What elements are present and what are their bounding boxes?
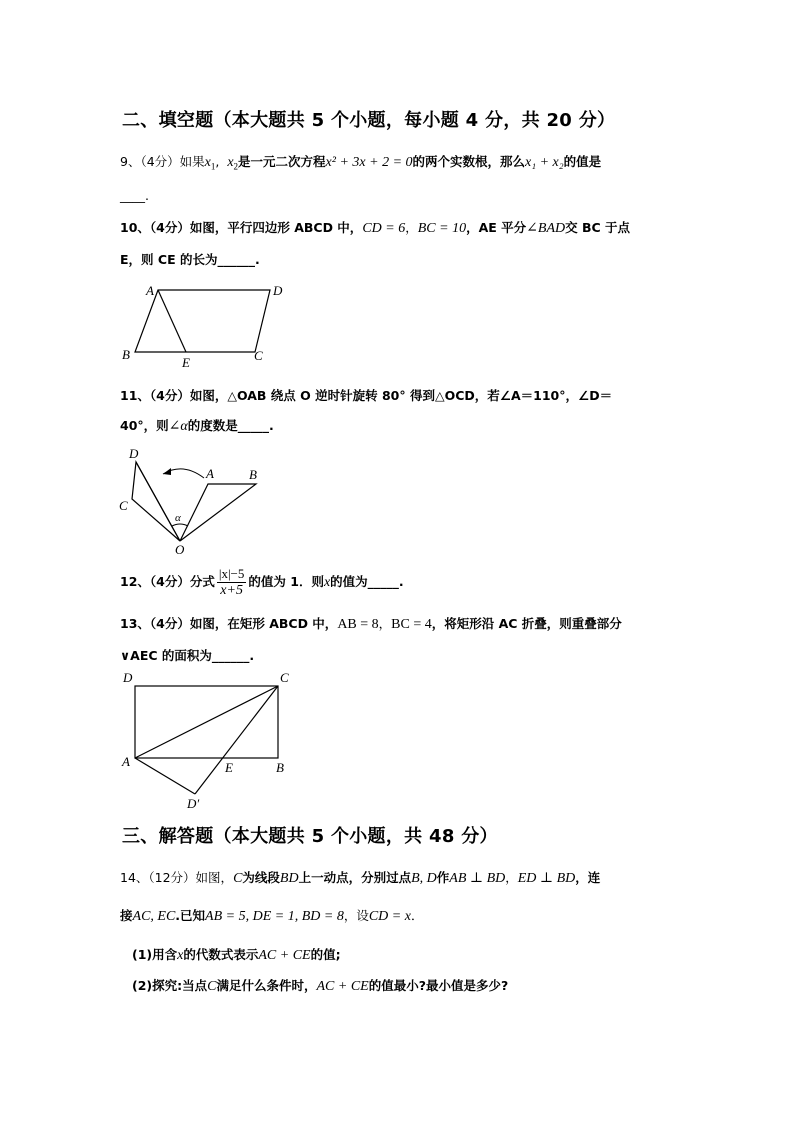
question-13 xyxy=(120,614,622,633)
label-d: D xyxy=(273,283,283,298)
q14-bd: BD xyxy=(279,871,299,886)
q9-text1: 是一元二次方程 xyxy=(238,154,326,169)
q10-cd: CD = 6 xyxy=(362,221,406,236)
q10-bc: BC = 10 xyxy=(417,221,467,236)
segment-ae xyxy=(158,290,186,352)
question-14 xyxy=(120,868,600,887)
q9-x2: x xyxy=(227,155,234,170)
q13-line2: ∨AEC 的面积为______. xyxy=(120,648,255,663)
q14-p2-c: C xyxy=(207,979,217,994)
q9-text3: 的值是 xyxy=(563,154,602,169)
q9-text2: 的两个实数根，那么 xyxy=(412,154,526,169)
label-c: C xyxy=(254,348,263,363)
q12-text3: 的值为_____. xyxy=(330,574,404,589)
q14-perp1: AB ⊥ BD xyxy=(449,871,506,886)
q13-bc: BC = 4 xyxy=(391,617,432,632)
q14-text4: 作 xyxy=(436,870,450,885)
q12-numerator: |x|−5 xyxy=(218,566,245,581)
q14-sep: ， xyxy=(505,870,518,885)
q9-equation: x² + 3x + 2 = 0 xyxy=(325,155,413,170)
q9-x1: x xyxy=(204,155,211,170)
q14-p2-text3: 的值最小?最小值是多少? xyxy=(368,978,509,993)
q10-text3: 交 BC 于点 xyxy=(565,220,631,235)
q14-p1-expr: AC + CE xyxy=(258,948,311,963)
section-3-title: 三、解答题（本大题共 5 个小题，共 48 分） xyxy=(122,826,498,847)
q14-c: C xyxy=(233,871,243,886)
segment-ad-prime xyxy=(135,758,195,794)
q9-blank: ____. xyxy=(120,188,149,203)
q14-bd2: B, D xyxy=(411,871,437,886)
q10-parallelogram-figure xyxy=(118,280,293,372)
q13-rectangle-figure xyxy=(118,668,298,812)
q12-x: x xyxy=(323,575,331,590)
q10-sep: ， xyxy=(405,220,418,235)
q14-text7: .已知 xyxy=(175,908,206,923)
q14-p1-text3: 的值; xyxy=(310,947,341,962)
label-e: E xyxy=(225,760,233,775)
q14-given: AB = 5, DE = 1, BD = 8 xyxy=(205,909,344,924)
label-c: C xyxy=(280,670,289,685)
q10-angle: ∠BAD xyxy=(526,221,566,236)
q14-text8: ，设 xyxy=(343,908,369,923)
segment-cd-prime xyxy=(195,686,278,794)
triangle-oab xyxy=(180,484,256,541)
question-11: 11、（4分）如图，△OAB 绕点 O 逆时针旋转 80° 得到△OCD，若∠A＝110°，∠D＝ xyxy=(120,388,613,403)
q13-sep: ， xyxy=(378,616,392,631)
label-d-prime: D′ xyxy=(187,796,200,811)
label-b: B xyxy=(276,760,284,775)
q9-number: 9、（4分）如果 xyxy=(120,154,205,169)
q14-cdx: CD = x xyxy=(368,909,411,924)
parallelogram-abcd xyxy=(135,290,270,352)
q11-text1: 40°，则 xyxy=(120,418,169,433)
label-a: A xyxy=(146,283,154,298)
q9-expression: x₁ + x₂ xyxy=(525,155,564,170)
question-12 xyxy=(120,566,404,599)
q13-text1: 13、（4分）如图，在矩形 ABCD 中， xyxy=(120,616,338,631)
q11-text2: 的度数是_____. xyxy=(187,418,274,433)
q12-fraction xyxy=(217,566,247,599)
label-a: A xyxy=(206,466,214,481)
q14-p2-text2: 满足什么条件时， xyxy=(216,978,317,993)
q13-text2: ，将矩形沿 AC 折叠，则重叠部分 xyxy=(431,616,622,631)
q14-text2: 为线段 xyxy=(242,870,280,885)
q14-perp2: ED ⊥ BD xyxy=(517,871,576,886)
label-c: C xyxy=(119,498,128,513)
q14-text1: 14、（12分）如图， xyxy=(120,870,234,885)
label-e: E xyxy=(182,355,190,370)
q14-p1-x: x xyxy=(177,948,184,963)
label-o: O xyxy=(175,542,185,556)
q11-line2 xyxy=(120,416,274,435)
q14-p1-text2: 的代数式表示 xyxy=(183,947,259,962)
q14-part1 xyxy=(132,945,341,964)
q11-rotation-figure xyxy=(118,444,263,556)
question-10 xyxy=(120,218,630,237)
diagonal-ac xyxy=(135,686,278,758)
q14-line2 xyxy=(120,906,423,925)
arrow-head-icon xyxy=(163,468,171,475)
section-2-title: 二、填空题（本大题共 5 个小题，每小题 4 分，共 20 分） xyxy=(122,110,616,131)
alpha-arc xyxy=(172,524,188,526)
label-b: B xyxy=(249,467,257,482)
q10-text1: 10、（4分）如图，平行四边形 ABCD 中， xyxy=(120,220,363,235)
q12-denominator: x+5 xyxy=(220,583,243,598)
segment-do xyxy=(136,462,180,541)
label-a: A xyxy=(122,754,130,769)
q14-text6: 接 xyxy=(120,908,133,923)
q9-comma: , xyxy=(215,154,220,169)
q9-sub1: 1 xyxy=(210,161,216,172)
label-alpha: α xyxy=(175,512,181,524)
q14-text9: ． xyxy=(410,908,424,923)
q11-alpha: ∠α xyxy=(168,419,188,434)
q14-text5: ，连 xyxy=(575,870,601,885)
q14-p2-text1: (2)探究:当点 xyxy=(132,978,208,993)
q14-p2-expr: AC + CE xyxy=(316,979,369,994)
q14-text3: 上一动点，分别过点 xyxy=(298,870,412,885)
q14-part2 xyxy=(132,976,508,995)
q10-text2: ，AE 平分 xyxy=(466,220,527,235)
label-d: D xyxy=(129,446,139,461)
q12-text2: 的值为 1．则 xyxy=(248,574,324,589)
q14-p1-text1: (1)用含 xyxy=(132,947,178,962)
q10-line2: E，则 CE 的长为______. xyxy=(120,252,260,267)
q9-sub2: 2 xyxy=(233,161,239,172)
q13-ab: AB = 8 xyxy=(337,617,379,632)
label-d: D xyxy=(123,670,133,685)
q12-text1: 12、（4分）分式 xyxy=(120,574,215,589)
question-9 xyxy=(120,152,601,172)
q14-acec: AC, EC xyxy=(132,909,176,924)
label-b: B xyxy=(122,347,130,362)
